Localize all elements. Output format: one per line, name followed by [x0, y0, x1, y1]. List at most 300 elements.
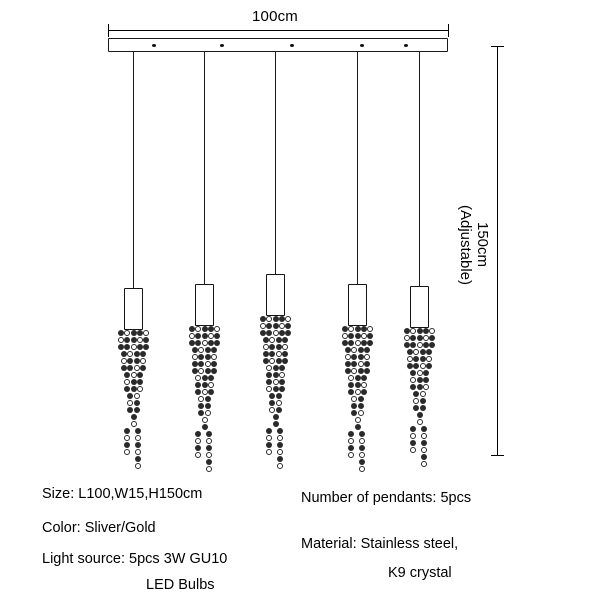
crystal-bead — [131, 379, 137, 385]
pendant-cord — [204, 52, 205, 284]
crystal-bead — [285, 330, 291, 336]
crystal-bead — [355, 424, 361, 430]
crystal-bead — [420, 398, 426, 404]
crystal-bead — [202, 375, 208, 381]
crystal-bead — [263, 358, 269, 364]
crystal-bead — [206, 452, 212, 458]
crystal-bead — [358, 396, 364, 402]
crystal-bead — [137, 344, 143, 350]
crystal-bead — [404, 328, 410, 334]
crystal-bead — [124, 379, 130, 385]
crystal-bead — [273, 330, 279, 336]
crystal-bead — [282, 337, 288, 343]
crystal-bead — [361, 340, 367, 346]
crystal-bead — [202, 340, 208, 346]
crystal-bead — [121, 365, 127, 371]
crystal-bead — [266, 316, 272, 322]
crystal-bead — [426, 356, 432, 362]
crystal-bead — [345, 354, 351, 360]
crystal-bead — [195, 326, 201, 332]
crystal-bead — [124, 449, 130, 455]
crystal-bead — [355, 382, 361, 388]
crystal-bead — [358, 410, 364, 416]
crystal-bead — [277, 449, 283, 455]
crystal-bead — [417, 328, 423, 334]
crystal-bead — [118, 330, 124, 336]
crystal-bead — [367, 333, 373, 339]
crystal-bead — [121, 358, 127, 364]
crystal-bead — [355, 417, 361, 423]
crystal-bead — [131, 337, 137, 343]
crystal-bead — [192, 361, 198, 367]
crystal-bead — [269, 337, 275, 343]
crystal-bead — [355, 389, 361, 395]
crystal-bead — [421, 461, 427, 467]
crystal-bead — [404, 335, 410, 341]
spec-light-source-cont: LED Bulbs — [146, 577, 215, 593]
right-dimension-line — [497, 46, 498, 455]
crystal-bead — [423, 370, 429, 376]
right-dimension-tick-bottom — [491, 455, 504, 456]
crystal-bead — [202, 326, 208, 332]
crystal-bead — [208, 326, 214, 332]
crystal-bead — [364, 368, 370, 374]
crystal-bead — [189, 333, 195, 339]
crystal-bead — [358, 368, 364, 374]
crystal-bead — [348, 438, 354, 444]
crystal-bead — [266, 330, 272, 336]
crystal-bead — [351, 403, 357, 409]
crystal-bead — [276, 393, 282, 399]
crystal-bead — [269, 400, 275, 406]
pendant-tube — [348, 284, 367, 326]
crystal-bead — [423, 377, 429, 383]
pendant-tube — [124, 288, 143, 330]
crystal-bead — [202, 424, 208, 430]
crystal-bead — [266, 428, 272, 434]
crystal-bead — [195, 452, 201, 458]
crystal-bead — [266, 365, 272, 371]
crystal-bead — [417, 342, 423, 348]
crystal-bead — [269, 407, 275, 413]
crystal-bead — [211, 368, 217, 374]
crystal-bead — [211, 347, 217, 353]
canopy-screw-icon — [290, 44, 294, 47]
crystal-bead — [135, 435, 141, 441]
pendant-tube — [410, 286, 429, 328]
top-dimension-line — [108, 30, 448, 31]
right-dimension-note: (Adjustable) — [457, 204, 474, 286]
crystal-bead — [423, 335, 429, 341]
crystal-bead — [417, 335, 423, 341]
crystal-bead — [195, 445, 201, 451]
crystal-bead — [413, 356, 419, 362]
crystal-bead — [206, 459, 212, 465]
crystal-bead — [131, 421, 137, 427]
crystal-bead — [410, 342, 416, 348]
crystal-bead — [135, 442, 141, 448]
crystal-bead — [348, 445, 354, 451]
crystal-bead — [124, 386, 130, 392]
crystal-bead — [358, 347, 364, 353]
crystal-bead — [269, 351, 275, 357]
spec-material-cont: K9 crystal — [388, 565, 452, 581]
crystal-bead — [348, 452, 354, 458]
crystal-bead — [137, 372, 143, 378]
crystal-bead — [208, 375, 214, 381]
crystal-bead — [351, 396, 357, 402]
crystal-bead — [273, 372, 279, 378]
crystal-bead — [413, 349, 419, 355]
crystal-bead — [364, 361, 370, 367]
crystal-bead — [273, 379, 279, 385]
crystal-bead — [348, 382, 354, 388]
crystal-bead — [263, 351, 269, 357]
crystal-bead — [351, 410, 357, 416]
crystal-bead — [131, 330, 137, 336]
crystal-bead — [260, 330, 266, 336]
crystal-bead — [124, 344, 130, 350]
crystal-bead — [260, 323, 266, 329]
crystal-bead — [410, 370, 416, 376]
crystal-bead — [266, 372, 272, 378]
crystal-bead — [279, 379, 285, 385]
crystal-bead — [429, 342, 435, 348]
crystal-bead — [359, 431, 365, 437]
crystal-bead — [410, 433, 416, 439]
crystal-bead — [413, 391, 419, 397]
crystal-bead — [127, 407, 133, 413]
spec-light-source: Light source: 5pcs 3W GU10 — [42, 551, 228, 567]
crystal-bead — [413, 405, 419, 411]
crystal-bead — [273, 323, 279, 329]
crystal-bead — [205, 396, 211, 402]
crystal-bead — [276, 358, 282, 364]
crystal-bead — [140, 365, 146, 371]
spec-color: Color: Sliver/Gold — [42, 520, 156, 536]
crystal-bead — [263, 337, 269, 343]
crystal-bead — [367, 326, 373, 332]
pendant-cord — [275, 52, 276, 274]
crystal-bead — [202, 417, 208, 423]
crystal-bead — [348, 333, 354, 339]
crystal-bead — [279, 316, 285, 322]
crystal-bead — [345, 361, 351, 367]
canopy-screw-icon — [220, 44, 224, 47]
crystal-bead — [351, 368, 357, 374]
crystal-bead — [420, 349, 426, 355]
right-dimension-value: 150cm — [474, 222, 491, 268]
crystal-bead — [192, 354, 198, 360]
top-dimension-tick-left — [108, 24, 109, 37]
crystal-bead — [413, 398, 419, 404]
crystal-bead — [359, 452, 365, 458]
crystal-bead — [135, 463, 141, 469]
crystal-bead — [351, 361, 357, 367]
crystal-bead — [421, 433, 427, 439]
crystal-bead — [195, 389, 201, 395]
canopy-screw-icon — [404, 44, 408, 47]
crystal-bead — [342, 326, 348, 332]
crystal-bead — [143, 330, 149, 336]
crystal-bead — [355, 326, 361, 332]
crystal-bead — [266, 442, 272, 448]
crystal-bead — [137, 379, 143, 385]
crystal-bead — [214, 333, 220, 339]
crystal-bead — [266, 435, 272, 441]
crystal-bead — [279, 330, 285, 336]
crystal-bead — [276, 400, 282, 406]
crystal-bead — [143, 344, 149, 350]
crystal-bead — [195, 382, 201, 388]
crystal-bead — [282, 351, 288, 357]
crystal-bead — [205, 361, 211, 367]
crystal-bead — [205, 354, 211, 360]
canopy-bar — [108, 38, 448, 52]
right-dimension-labels — [452, 150, 496, 340]
crystal-bead — [282, 344, 288, 350]
crystal-bead — [364, 347, 370, 353]
crystal-bead — [205, 403, 211, 409]
crystal-bead — [410, 377, 416, 383]
canopy-screw-icon — [152, 44, 156, 47]
crystal-bead — [206, 438, 212, 444]
crystal-bead — [198, 361, 204, 367]
spec-material: Material: Stainless steel, — [301, 536, 459, 552]
crystal-bead — [135, 449, 141, 455]
crystal-bead — [263, 344, 269, 350]
crystal-bead — [345, 347, 351, 353]
crystal-bead — [208, 333, 214, 339]
crystal-bead — [127, 393, 133, 399]
top-dimension-tick-right — [448, 24, 449, 37]
crystal-bead — [407, 363, 413, 369]
crystal-bead — [205, 368, 211, 374]
crystal-bead — [189, 340, 195, 346]
crystal-bead — [206, 466, 212, 472]
crystal-bead — [367, 340, 373, 346]
crystal-bead — [195, 333, 201, 339]
crystal-bead — [348, 389, 354, 395]
crystal-bead — [273, 316, 279, 322]
crystal-bead — [131, 344, 137, 350]
crystal-bead — [276, 344, 282, 350]
crystal-bead — [198, 368, 204, 374]
crystal-bead — [348, 431, 354, 437]
crystal-bead — [131, 414, 137, 420]
crystal-bead — [277, 428, 283, 434]
crystal-bead — [355, 375, 361, 381]
crystal-bead — [420, 405, 426, 411]
crystal-bead — [134, 393, 140, 399]
crystal-bead — [198, 354, 204, 360]
crystal-bead — [205, 410, 211, 416]
crystal-bead — [355, 340, 361, 346]
crystal-bead — [202, 382, 208, 388]
crystal-bead — [410, 426, 416, 432]
crystal-bead — [410, 328, 416, 334]
pendant-tube — [195, 284, 214, 326]
crystal-bead — [195, 340, 201, 346]
crystal-bead — [429, 335, 435, 341]
crystal-bead — [413, 363, 419, 369]
crystal-bead — [195, 438, 201, 444]
crystal-bead — [127, 351, 133, 357]
crystal-bead — [279, 372, 285, 378]
crystal-bead — [276, 407, 282, 413]
crystal-bead — [351, 354, 357, 360]
crystal-bead — [269, 358, 275, 364]
crystal-bead — [277, 442, 283, 448]
crystal-bead — [205, 347, 211, 353]
crystal-bead — [361, 333, 367, 339]
crystal-bead — [348, 375, 354, 381]
crystal-bead — [198, 396, 204, 402]
pendant-cord — [133, 52, 134, 288]
top-dimension-label: 100cm — [251, 8, 299, 25]
crystal-bead — [417, 377, 423, 383]
crystal-bead — [429, 328, 435, 334]
crystal-bead — [202, 389, 208, 395]
crystal-bead — [134, 358, 140, 364]
crystal-bead — [208, 382, 214, 388]
crystal-bead — [206, 431, 212, 437]
crystal-bead — [285, 323, 291, 329]
crystal-bead — [124, 435, 130, 441]
crystal-bead — [198, 403, 204, 409]
crystal-bead — [140, 358, 146, 364]
crystal-bead — [282, 358, 288, 364]
crystal-bead — [423, 342, 429, 348]
crystal-bead — [359, 459, 365, 465]
crystal-bead — [195, 431, 201, 437]
crystal-bead — [277, 463, 283, 469]
crystal-bead — [420, 363, 426, 369]
crystal-bead — [345, 368, 351, 374]
crystal-bead — [124, 428, 130, 434]
crystal-bead — [269, 344, 275, 350]
canopy-screw-icon — [360, 44, 364, 47]
crystal-bead — [279, 323, 285, 329]
crystal-bead — [195, 375, 201, 381]
crystal-bead — [421, 426, 427, 432]
crystal-bead — [348, 340, 354, 346]
crystal-bead — [134, 400, 140, 406]
crystal-bead — [273, 414, 279, 420]
crystal-bead — [417, 419, 423, 425]
crystal-bead — [137, 337, 143, 343]
crystal-bead — [124, 337, 130, 343]
crystal-bead — [410, 384, 416, 390]
crystal-bead — [192, 368, 198, 374]
crystal-bead — [420, 391, 426, 397]
crystal-bead — [276, 351, 282, 357]
crystal-bead — [361, 382, 367, 388]
crystal-bead — [260, 316, 266, 322]
crystal-bead — [421, 447, 427, 453]
pendant-cord — [357, 52, 358, 284]
crystal-bead — [417, 384, 423, 390]
crystal-bead — [118, 344, 124, 350]
crystal-bead — [420, 356, 426, 362]
crystal-bead — [359, 438, 365, 444]
crystal-bead — [135, 456, 141, 462]
crystal-bead — [211, 361, 217, 367]
crystal-bead — [140, 351, 146, 357]
crystal-bead — [134, 351, 140, 357]
crystal-bead — [361, 375, 367, 381]
crystal-bead — [342, 340, 348, 346]
crystal-bead — [137, 330, 143, 336]
crystal-bead — [124, 442, 130, 448]
crystal-bead — [410, 335, 416, 341]
crystal-bead — [192, 347, 198, 353]
crystal-bead — [214, 326, 220, 332]
crystal-bead — [279, 365, 285, 371]
crystal-bead — [426, 363, 432, 369]
crystal-bead — [423, 384, 429, 390]
crystal-bead — [273, 421, 279, 427]
crystal-bead — [421, 454, 427, 460]
crystal-bead — [206, 445, 212, 451]
crystal-bead — [361, 326, 367, 332]
crystal-bead — [410, 440, 416, 446]
crystal-bead — [134, 365, 140, 371]
crystal-bead — [127, 400, 133, 406]
crystal-bead — [342, 333, 348, 339]
crystal-bead — [198, 347, 204, 353]
crystal-bead — [417, 412, 423, 418]
crystal-bead — [404, 342, 410, 348]
crystal-bead — [407, 349, 413, 355]
right-dimension-tick-top — [491, 46, 504, 47]
crystal-bead — [277, 456, 283, 462]
crystal-bead — [273, 386, 279, 392]
crystal-bead — [279, 386, 285, 392]
crystal-bead — [135, 428, 141, 434]
pendant-tube — [266, 274, 285, 316]
crystal-bead — [359, 445, 365, 451]
crystal-bead — [137, 386, 143, 392]
crystal-bead — [364, 354, 370, 360]
crystal-bead — [358, 354, 364, 360]
crystal-bead — [266, 449, 272, 455]
crystal-bead — [266, 386, 272, 392]
crystal-bead — [426, 349, 432, 355]
crystal-bead — [121, 351, 127, 357]
crystal-bead — [124, 372, 130, 378]
crystal-bead — [124, 330, 130, 336]
crystal-bead — [348, 326, 354, 332]
crystal-bead — [143, 337, 149, 343]
crystal-bead — [211, 354, 217, 360]
crystal-bead — [127, 358, 133, 364]
crystal-bead — [127, 365, 133, 371]
crystal-bead — [202, 333, 208, 339]
crystal-bead — [198, 410, 204, 416]
crystal-bead — [355, 333, 361, 339]
crystal-bead — [421, 440, 427, 446]
crystal-bead — [276, 337, 282, 343]
crystal-bead — [273, 365, 279, 371]
crystal-bead — [208, 340, 214, 346]
pendant-cord — [419, 52, 420, 286]
crystal-bead — [277, 435, 283, 441]
crystal-bead — [266, 379, 272, 385]
crystal-bead — [134, 407, 140, 413]
crystal-bead — [358, 403, 364, 409]
crystal-bead — [407, 356, 413, 362]
